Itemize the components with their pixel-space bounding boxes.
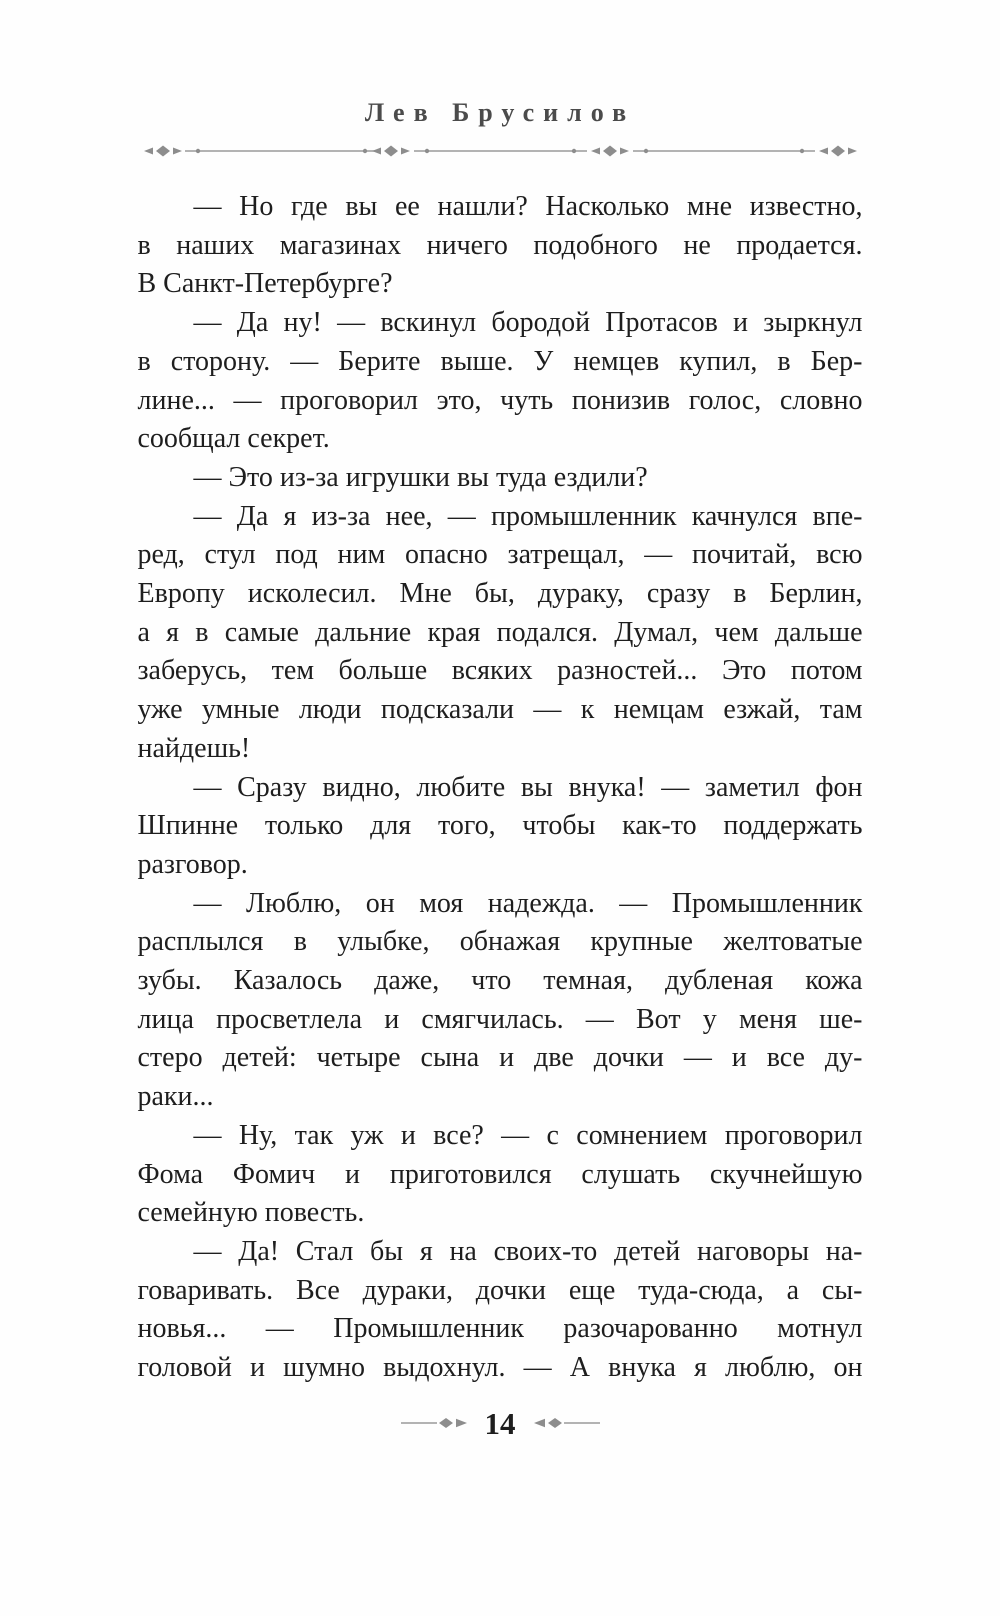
text-line: говаривать. Все дураки, дочки еще туда-сюда, а сы- — [137, 1274, 863, 1306]
text-line: — Это из-за игрушки вы туда ездили? — [193, 461, 648, 493]
page-footer — [0, 1405, 1000, 1441]
text-line: В Санкт-Петербурге? — [137, 268, 393, 300]
text-line: в наших магазинах ничего подобного не продается. — [137, 229, 863, 261]
text-line: расплылся в улыбке, обнажая крупные желтоватые — [137, 926, 863, 958]
text-line: — Да! Стал бы я на своих-то детей наговоры на- — [193, 1235, 863, 1267]
text-line: головой и шумно выдохнул. — А внука я люблю, он — [137, 1352, 863, 1384]
text-line: уже умные люди подсказали — к немцам езжай, там — [137, 694, 863, 726]
text-line: — Ну, так уж и все? — с сомнением проговорил — [193, 1119, 863, 1151]
text-block — [138, 188, 863, 1388]
text-line: раки... — [137, 1081, 214, 1113]
text-line: лица просветлела и смягчилась. — Вот у меня ше- — [137, 1003, 863, 1035]
text-line: найдешь! — [137, 732, 251, 764]
text-line: семейную повесть. — [137, 1197, 365, 1229]
header-ornament-divider — [138, 142, 863, 160]
text-line: — Да ну! — вскинул бородой Протасов и зыркнул — [193, 307, 863, 339]
text-line: стеро детей: четыре сына и две дочки — и все ду- — [137, 1042, 863, 1074]
footer-ornament-right-icon — [534, 1415, 600, 1431]
text-line: — Люблю, он моя надежда. — Промышленник — [193, 887, 863, 919]
text-line: новья... — Промышленник разочарованно мотнул — [137, 1313, 863, 1345]
footer-ornament-left-icon — [401, 1415, 467, 1431]
text-line: Шпинне только для того, чтобы как-то поддержать — [137, 810, 863, 842]
text-line: Европу исколесил. Мне бы, дураку, сразу в Берлин, — [137, 578, 863, 610]
text-line: — Да я из-за нее, — промышленник качнулся впе- — [193, 500, 863, 532]
text-line: сообщал секрет. — [137, 423, 330, 455]
text-line: а я в самые дальние края подался. Думал, чем дальше — [137, 616, 863, 648]
text-line: в сторону. — Берите выше. У немцев купил, в Бер- — [137, 345, 863, 377]
book-author: Лев Брусилов — [364, 98, 636, 127]
text-line: разговор. — [137, 848, 248, 880]
ornament-divider-icon — [138, 142, 863, 160]
text-line: — Сразу видно, любите вы внука! — заметил фон — [193, 771, 863, 803]
page-header — [0, 98, 1000, 128]
text-line: лине... — проговорил это, чуть понизив голос, словно — [137, 384, 863, 416]
text-line: зубы. Казалось даже, что темная, дубленая кожа — [137, 965, 863, 997]
text-line: заберусь, тем больше всяких разностей... Это потом — [137, 655, 863, 687]
page-number: 14 — [484, 1405, 516, 1441]
text-line: ред, стул под ним опасно затрещал, — почитай, всю — [137, 539, 863, 571]
text-line: Фома Фомич и приготовился слушать скучнейшую — [137, 1158, 863, 1190]
text-line: — Но где вы ее нашли? Насколько мне известно, — [193, 191, 863, 222]
